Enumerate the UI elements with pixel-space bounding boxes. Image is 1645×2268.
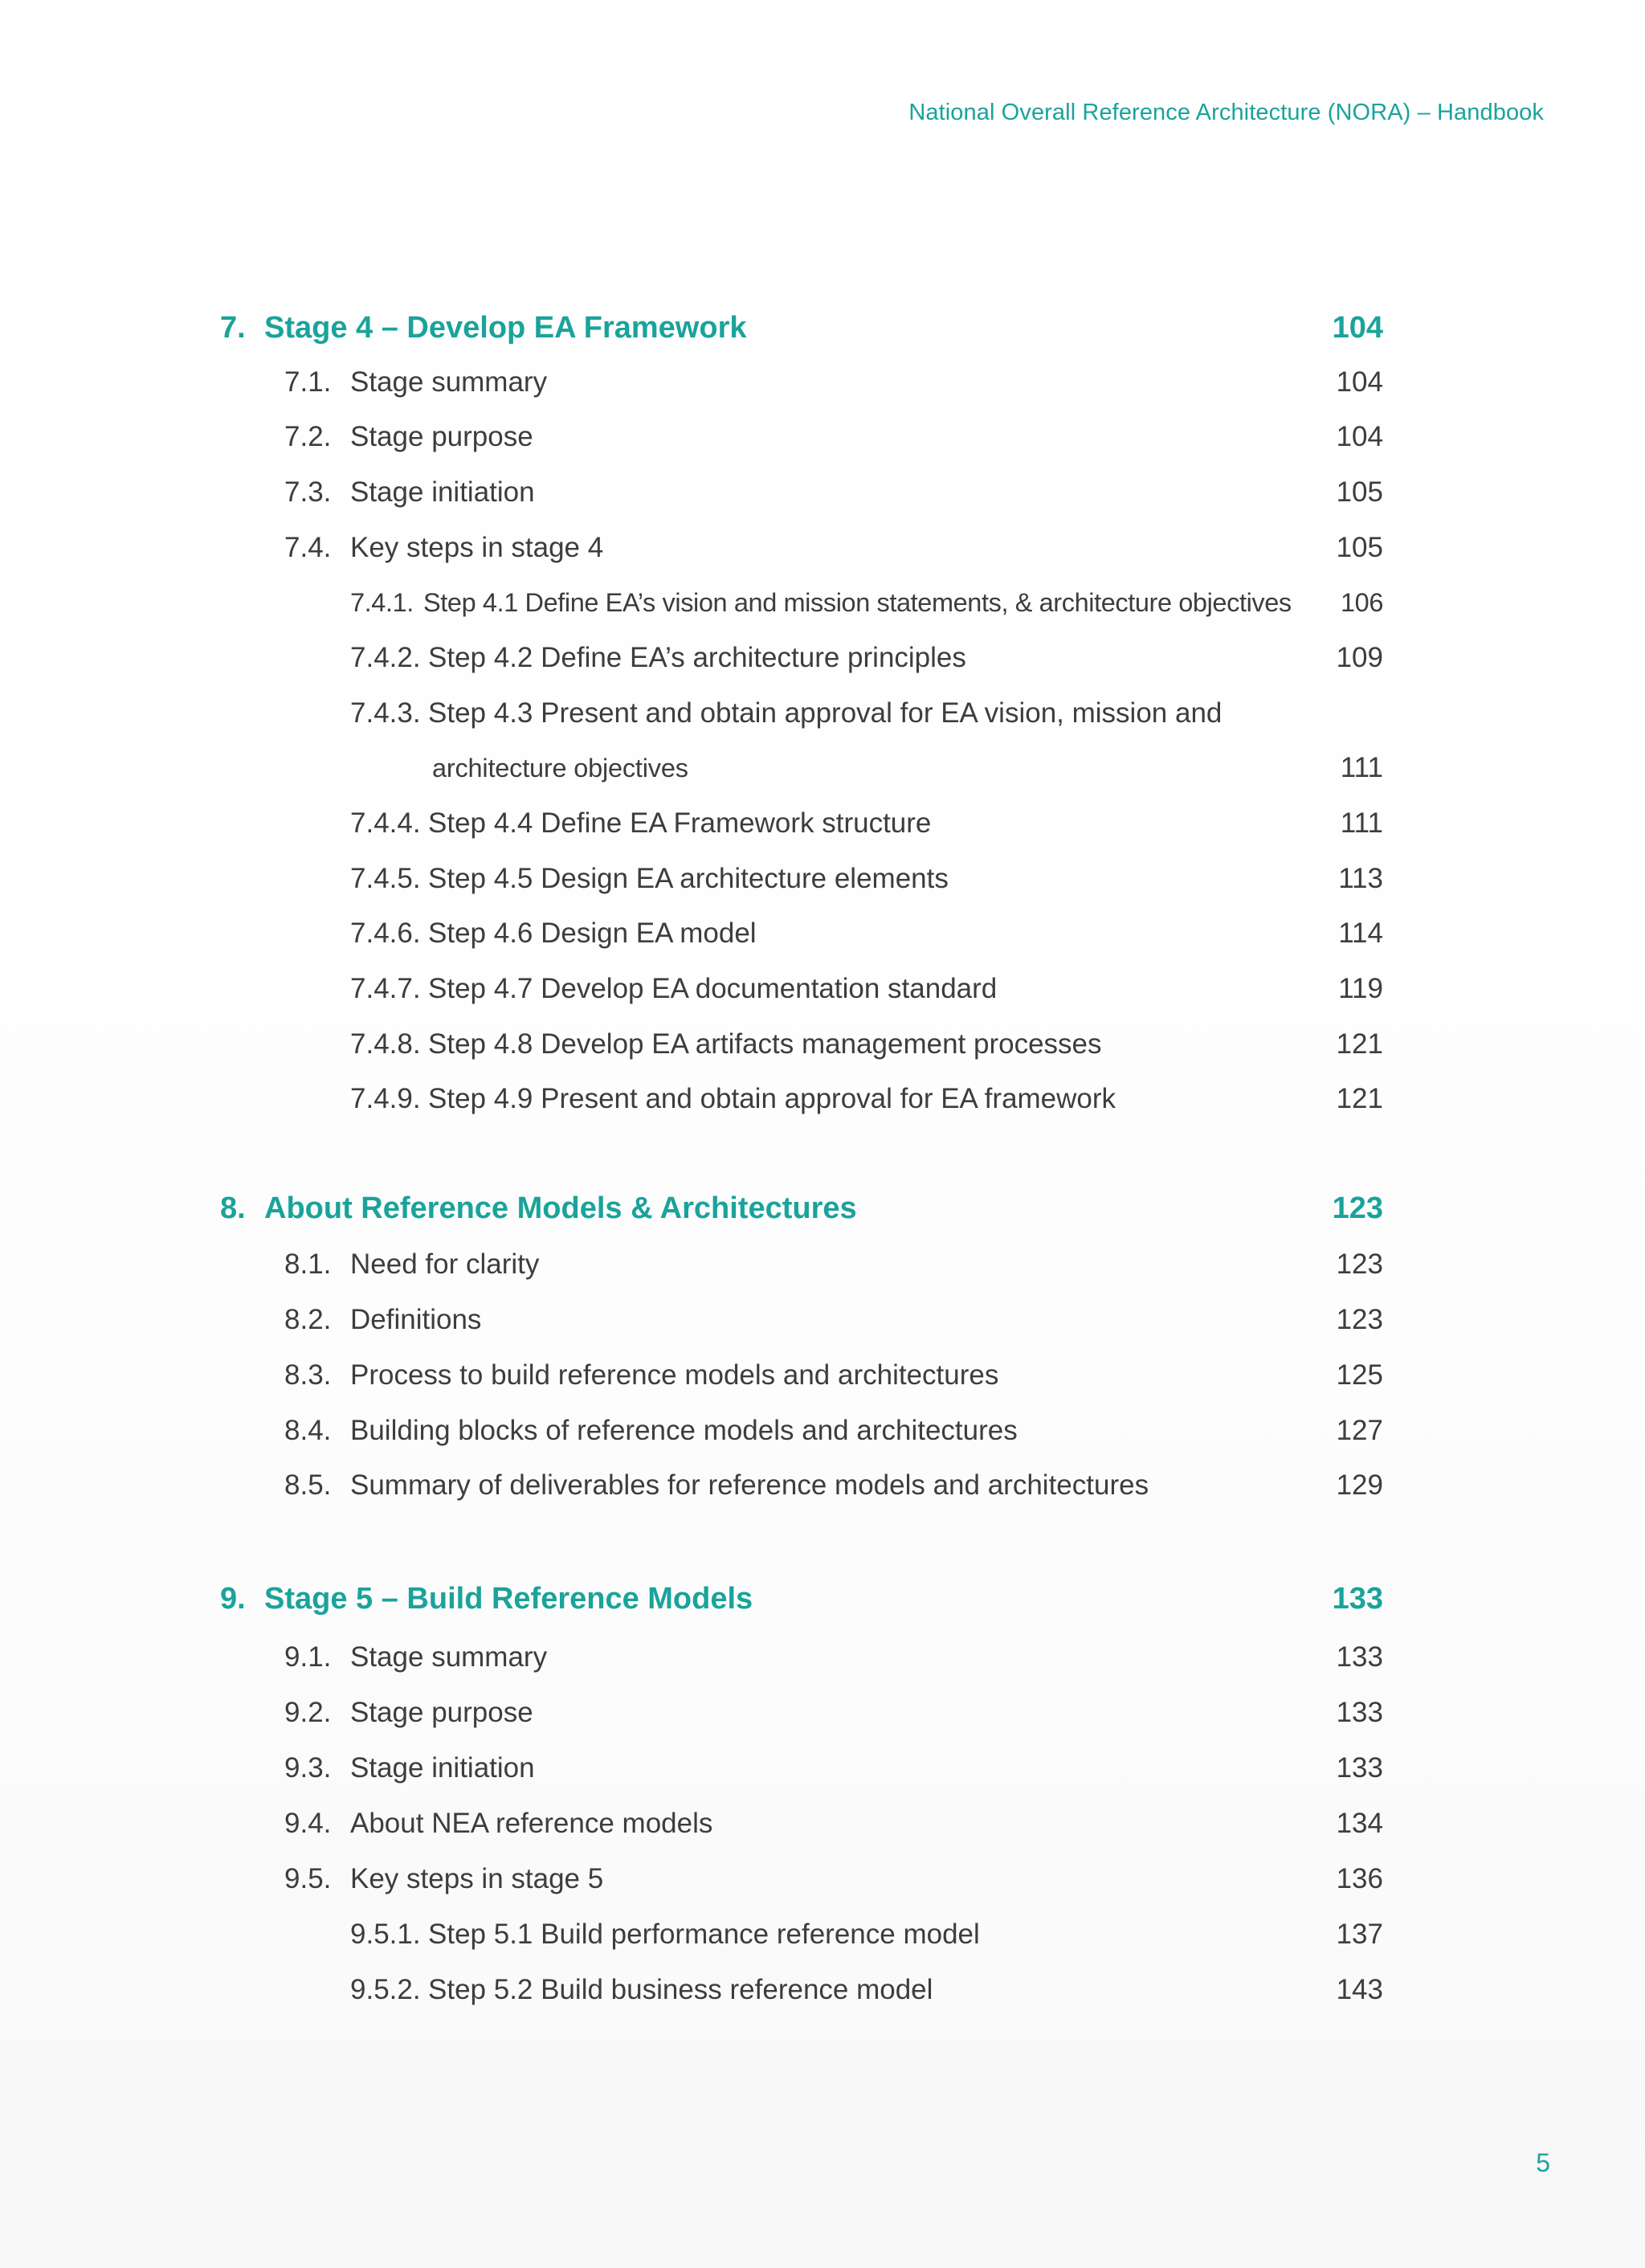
toc-chapter-number: 8. <box>220 1191 246 1225</box>
toc-section-page: 127 <box>1336 1415 1383 1446</box>
toc-subsection[interactable] <box>0 965 1645 1013</box>
toc-section-page: 104 <box>1336 421 1383 452</box>
toc-subsection[interactable] <box>0 1020 1645 1069</box>
toc-chapter-page: 133 <box>1332 1582 1383 1616</box>
toc-subsection-number: 9.5.2. <box>350 1974 421 2005</box>
toc-chapter-page: 104 <box>1332 311 1383 345</box>
toc-section-page: 123 <box>1336 1304 1383 1335</box>
toc-subsection-page: 119 <box>1338 973 1383 1004</box>
toc-section-page: 129 <box>1336 1469 1383 1501</box>
toc-section-page: 133 <box>1336 1641 1383 1673</box>
toc-subsection-page: 111 <box>1340 807 1383 839</box>
toc-subsection-number: 7.4.5. <box>350 863 421 894</box>
toc-subsection-page: 106 <box>1340 588 1383 617</box>
toc-subsection[interactable] <box>0 909 1645 958</box>
toc-subsection-title: Step 4.7 Develop EA documentation standard <box>428 973 998 1004</box>
toc-section-number: 7.3. <box>284 476 332 508</box>
toc-chapter[interactable] <box>0 1575 1645 1623</box>
toc-section[interactable] <box>0 358 1645 407</box>
toc-section[interactable] <box>0 468 1645 517</box>
toc-subsection[interactable] <box>0 689 1645 738</box>
toc-subsection-title: Step 4.9 Present and obtain approval for EA framework <box>428 1083 1116 1114</box>
toc-subsection[interactable] <box>0 1966 1645 2014</box>
toc-section-page: 136 <box>1336 1863 1383 1894</box>
toc-section-title: Building blocks of reference models and architectures <box>350 1415 1018 1446</box>
toc-section-number: 9.5. <box>284 1863 332 1894</box>
toc-section-title: Need for clarity <box>350 1248 540 1280</box>
toc-section-number: 9.3. <box>284 1752 332 1784</box>
toc-subsection-page: 111 <box>1340 752 1383 783</box>
toc-subsection-number: 7.4.4. <box>350 807 421 839</box>
running-header: National Overall Reference Architecture (NORA) – Handbook <box>908 100 1544 125</box>
toc-section[interactable] <box>0 1240 1645 1289</box>
toc-subsection-title: Step 4.4 Define EA Framework structure <box>428 807 932 839</box>
toc-section-number: 8.3. <box>284 1359 332 1391</box>
toc-section-title: Stage summary <box>350 1641 548 1673</box>
toc-subsection-number: 7.4.3. <box>350 697 421 729</box>
toc-section-number: 9.1. <box>284 1641 332 1673</box>
toc-section-title: Stage summary <box>350 366 548 398</box>
toc-chapter-number: 7. <box>220 311 246 345</box>
toc-section-title: Key steps in stage 4 <box>350 532 604 563</box>
toc-subsection[interactable] <box>0 634 1645 682</box>
toc-subsection-title: Step 4.1 Define EA’s vision and mission statements, & architecture objectives <box>423 588 1292 617</box>
toc-section-number: 8.4. <box>284 1415 332 1446</box>
toc-subsection-title: Step 4.6 Design EA model <box>428 917 757 949</box>
toc-subsection-page: 121 <box>1336 1083 1383 1114</box>
toc-subsection-title: Step 4.3 Present and obtain approval for EA vision, mission and <box>428 697 1223 729</box>
toc-chapter[interactable] <box>0 1184 1645 1232</box>
toc-section[interactable] <box>0 1800 1645 1848</box>
toc-section-title: Stage initiation <box>350 1752 535 1784</box>
toc-section[interactable] <box>0 524 1645 572</box>
toc-section-title: Stage purpose <box>350 1697 533 1728</box>
toc-section[interactable] <box>0 1744 1645 1792</box>
toc-subsection-title: Step 5.1 Build performance reference model <box>428 1919 980 1950</box>
toc-subsection[interactable] <box>0 855 1645 903</box>
toc-section-title: Stage purpose <box>350 421 533 452</box>
toc-section-page: 133 <box>1336 1697 1383 1728</box>
toc-subsection-title: Step 4.2 Define EA’s architecture principles <box>428 642 966 673</box>
toc-subsection-title: Step 5.2 Build business reference model <box>428 1974 933 2005</box>
toc-subsection[interactable] <box>0 799 1645 848</box>
toc-subsection-page: 137 <box>1336 1919 1383 1950</box>
toc-subsection-page: 109 <box>1336 642 1383 673</box>
toc-subsection-title: Step 4.8 Develop EA artifacts management processes <box>428 1028 1102 1060</box>
toc-chapter-page: 123 <box>1332 1191 1383 1225</box>
toc-subsection-page: 114 <box>1338 917 1383 949</box>
toc-section-title: Definitions <box>350 1304 482 1335</box>
toc-section-page: 105 <box>1336 532 1383 563</box>
toc-section[interactable] <box>0 1689 1645 1737</box>
toc-subsection-page: 143 <box>1336 1974 1383 2005</box>
toc-section[interactable] <box>0 1407 1645 1455</box>
toc-subsection-number: 7.4.2. <box>350 642 421 673</box>
toc-chapter-title: Stage 4 – Develop EA Framework <box>264 311 747 345</box>
toc-chapter[interactable] <box>0 304 1645 352</box>
toc-subsection[interactable] <box>0 578 1645 627</box>
toc-section-number: 7.1. <box>284 366 332 398</box>
toc-subsection-title-continued: architecture objectives <box>432 754 688 783</box>
toc-section[interactable] <box>0 1351 1645 1400</box>
toc-section-title: Key steps in stage 5 <box>350 1863 604 1894</box>
toc-section-page: 133 <box>1336 1752 1383 1784</box>
toc-section[interactable] <box>0 1296 1645 1344</box>
toc-section-title: Stage initiation <box>350 476 535 508</box>
toc-subsection[interactable] <box>0 1910 1645 1959</box>
toc-subsection-number: 7.4.9. <box>350 1083 421 1114</box>
toc-section-number: 8.5. <box>284 1469 332 1501</box>
toc-section-page: 123 <box>1336 1248 1383 1280</box>
toc-section[interactable] <box>0 1855 1645 1903</box>
toc-section[interactable] <box>0 1461 1645 1510</box>
toc-section-title: About NEA reference models <box>350 1808 713 1839</box>
toc-subsection-number: 9.5.1. <box>350 1919 421 1950</box>
toc-subsection-page: 121 <box>1336 1028 1383 1060</box>
toc-section-title: Summary of deliverables for reference models and architectures <box>350 1469 1149 1501</box>
toc-chapter-title: Stage 5 – Build Reference Models <box>264 1582 753 1616</box>
toc-section-page: 104 <box>1336 366 1383 398</box>
toc-section-page: 134 <box>1336 1808 1383 1839</box>
toc-section-number: 7.4. <box>284 532 332 563</box>
toc-section-number: 9.2. <box>284 1697 332 1728</box>
toc-section[interactable] <box>0 1633 1645 1682</box>
toc-section-title: Process to build reference models and architectures <box>350 1359 999 1391</box>
toc-subsection-continuation[interactable] <box>0 744 1645 792</box>
toc-subsection-page: 113 <box>1338 863 1383 894</box>
page-number: 5 <box>1536 2148 1550 2177</box>
toc-subsection[interactable] <box>0 1075 1645 1123</box>
toc-subsection-number: 7.4.7. <box>350 973 421 1004</box>
toc-section-number: 9.4. <box>284 1808 332 1839</box>
toc-subsection-title: Step 4.5 Design EA architecture elements <box>428 863 949 894</box>
toc-subsection-number: 7.4.8. <box>350 1028 421 1060</box>
toc-section-number: 8.2. <box>284 1304 332 1335</box>
toc-chapter-number: 9. <box>220 1582 246 1616</box>
toc-section[interactable] <box>0 413 1645 461</box>
toc-chapter-title: About Reference Models & Architectures <box>264 1191 857 1225</box>
toc-subsection-number: 7.4.6. <box>350 917 421 949</box>
toc-section-number: 7.2. <box>284 421 332 452</box>
toc-subsection-number: 7.4.1. <box>350 588 414 617</box>
toc-section-page: 105 <box>1336 476 1383 508</box>
toc-section-number: 8.1. <box>284 1248 332 1280</box>
toc-section-page: 125 <box>1336 1359 1383 1391</box>
